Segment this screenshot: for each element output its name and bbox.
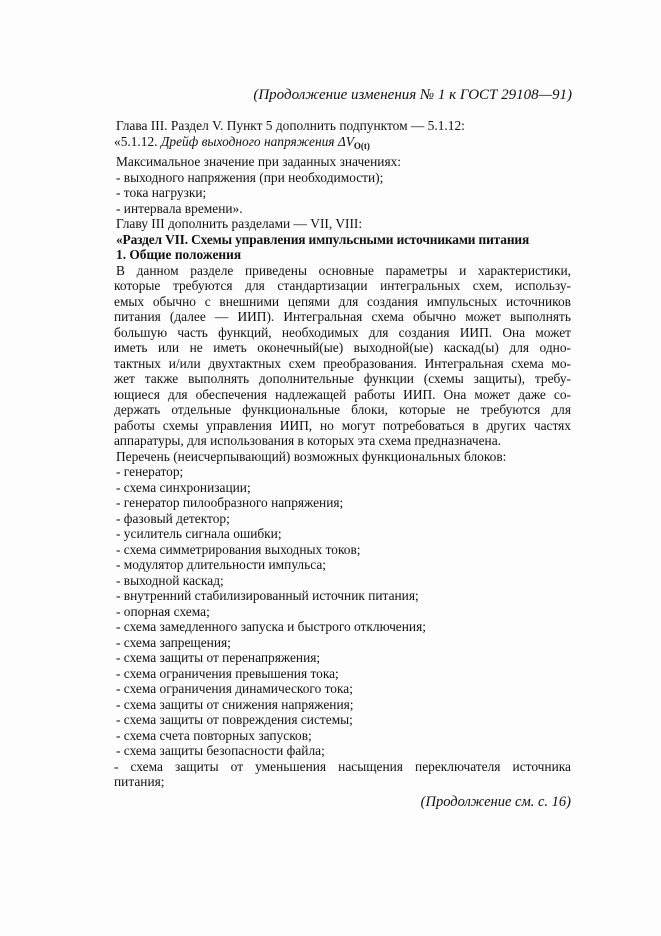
list-item: - схема защиты от перенапряжения; (116, 650, 321, 665)
list-item: - внутренний стабилизированный источник питания; (116, 588, 419, 603)
section-subtitle: 1. Общие положения (116, 247, 242, 262)
paragraph-line: аппаратуры, для использования в которых эта схема предназначена. (114, 433, 501, 448)
page-header: (Продолжение изменения № 1 к ГОСТ 29108—91) (253, 87, 572, 103)
subclause-title: Дрейф выходного напряжения ΔV (160, 133, 354, 149)
list-item: - схема защиты от снижения напряжения; (116, 696, 354, 712)
list-item: - схема защиты безопасности файла; (116, 743, 325, 758)
list-item: - выходного напряжения (при необходимости); (116, 169, 384, 185)
amendment-line: Глава III. Раздел V. Пункт 5 дополнить подпунктом — 5.1.12: (116, 118, 465, 133)
subclause-subscript: O(t) (353, 140, 370, 151)
paragraph-line: питания (далее — ИИП). Интегральная схема обычно может выполнять (114, 309, 571, 324)
list-item: - схема защиты от повреждения системы; (116, 712, 353, 727)
blocks-list-intro: Перечень (неисчерпывающий) возможных функциональных блоков: (116, 448, 507, 464)
list-item: - фазовый детектор; (116, 510, 230, 526)
list-item: - схема запрещения; (116, 634, 231, 650)
list-item-line: питания; (114, 774, 165, 789)
paragraph-line: емых обычно с внешними цепями для создания импульсных источников (114, 293, 571, 309)
subclause-line (114, 134, 571, 155)
intro-paragraph (114, 263, 571, 449)
subclause-number: «5.1.12. (114, 133, 161, 149)
paragraph-line: большую часть функций, необходимых для создания ИИП. Она может (114, 324, 571, 340)
paragraph-line: В данном разделе приведены основные параметры и характеристики, (116, 262, 571, 278)
list-item: - тока нагрузки; (116, 185, 207, 200)
max-value-line: Максимальное значение при заданных значениях: (116, 154, 402, 169)
list-item-multiline (114, 759, 571, 790)
list-item: - схема ограничения динамического тока; (116, 681, 353, 696)
list-item: - выходной каскад; (116, 572, 224, 588)
chapter-addition-line: Главу III дополнить разделами — VII, VIII: (116, 216, 363, 231)
list-item: - усилитель сигнала ошибки; (116, 526, 282, 541)
blocks-list (116, 464, 571, 790)
list-item: - интервала времени». (116, 200, 243, 216)
list-item: - опорная схема; (116, 603, 210, 619)
paragraph-line: тактных и/или двухтактных схем преобразования. Интегральная схема мо- (114, 355, 571, 371)
paragraph-line: работы схемы управления ИИП, но могут потребоваться в других частях (114, 417, 571, 433)
list-item: - схема счета повторных запусков; (116, 727, 312, 743)
paragraph-line: жет также выполнять дополнительные функции (схемы защиты), требу- (114, 371, 571, 386)
continuation-note: (Продолжение см. с. 16) (420, 794, 571, 810)
document-body (116, 118, 571, 790)
list-item: - генератор пилообразного напряжения; (116, 495, 344, 510)
paragraph-line: ющиеся для обеспечения надлежащей работы ИИП. Она может даже со- (114, 386, 571, 402)
section-title: «Раздел VII. Схемы управления импульсными источниками питания (116, 231, 530, 247)
list-item-line: - схема защиты от уменьшения насыщения переключателя источника (114, 758, 571, 774)
paragraph-line: иметь или не иметь оконечный(ые) выходной(ые) каскад(ы) для одно- (114, 340, 571, 355)
list-item: - генератор; (116, 464, 184, 479)
paragraph-line: держать отдельные функциональные блоки, которые не требуются для (114, 402, 571, 417)
list-item: - схема замедленного запуска и быстрого отключения; (116, 619, 426, 634)
list-item: - схема симметрирования выходных токов; (116, 541, 361, 557)
list-item: - схема ограничения превышения тока; (116, 665, 339, 681)
paragraph-line: которые требуются для стандартизации интегральных схем, использу- (114, 278, 571, 293)
list-item: - схема синхронизации; (116, 479, 251, 495)
list-item: - модулятор длительности импульса; (116, 557, 326, 572)
